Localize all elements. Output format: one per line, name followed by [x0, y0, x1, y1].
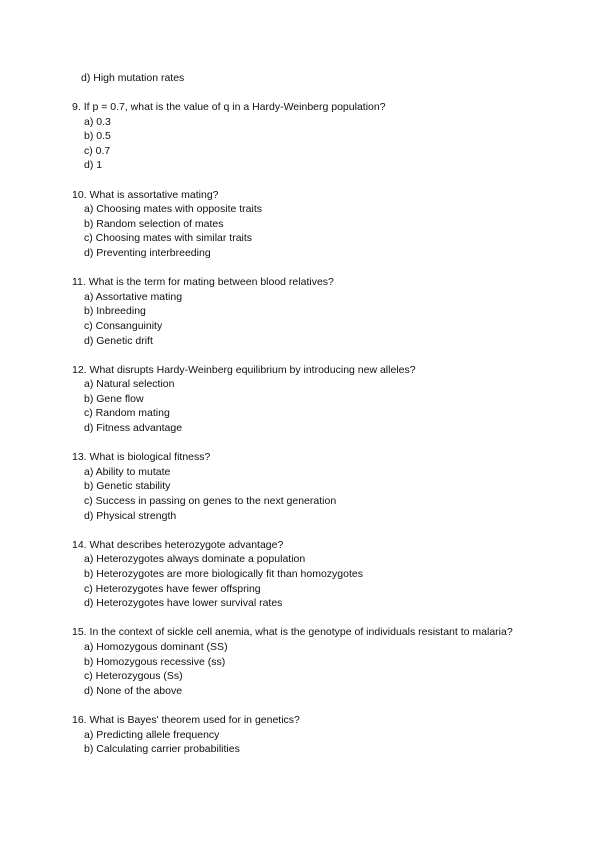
question-16 — [72, 713, 530, 757]
option-b: b) Inbreeding — [84, 305, 146, 318]
question-15 — [72, 625, 530, 698]
question-text — [72, 363, 530, 378]
question-number: 16. — [72, 713, 87, 726]
question-number: 14. — [72, 538, 87, 551]
question-prompt: What is assortative mating? — [89, 188, 219, 201]
question-number: 9. — [72, 101, 81, 113]
question-text — [72, 275, 530, 290]
option-b: b) Heterozygotes are more biologically fit than homozygotes — [84, 568, 363, 580]
option-c: c) Heterozygous (Ss) — [84, 670, 183, 683]
question-11 — [72, 275, 530, 348]
option-a: a) Choosing mates with opposite traits — [84, 203, 263, 216]
question-number: 11. — [72, 276, 86, 289]
option-a: a) Assortative mating — [84, 290, 183, 303]
question-text — [72, 713, 530, 728]
option-a: a) Homozygous dominant (SS) — [84, 640, 228, 653]
question-prompt: In the context of sickle cell anemia, what is the genotype of individuals resistant to malaria? — [89, 626, 513, 639]
question-text — [72, 538, 530, 553]
question-text — [72, 188, 530, 203]
option-a: a) 0.3 — [84, 115, 111, 128]
question-prompt: What describes heterozygote advantage? — [89, 538, 284, 551]
question-list — [72, 100, 530, 771]
option-a: a) Natural selection — [84, 378, 175, 391]
question-prompt: What disrupts Hardy-Weinberg equilibrium by introducing new alleles? — [89, 363, 416, 376]
question-14 — [72, 538, 530, 611]
option-a: a) Heterozygotes always dominate a population — [84, 553, 306, 566]
option-c: c) Success in passing on genes to the next generation — [84, 495, 337, 508]
question-prompt: What is biological fitness? — [89, 451, 211, 464]
option-a: a) Predicting allele frequency — [84, 728, 220, 741]
option-b: b) Gene flow — [84, 392, 144, 405]
question-text — [72, 625, 530, 640]
option-d: d) Preventing interbreeding — [84, 246, 211, 259]
continued-option: d) High mutation rates — [81, 72, 185, 84]
question-text — [72, 450, 530, 465]
question-9 — [72, 100, 530, 173]
option-c: c) Random mating — [84, 407, 170, 420]
question-13 — [72, 450, 530, 523]
question-prompt: If p = 0.7, what is the value of q in a Hardy-Weinberg population? — [83, 101, 386, 113]
option-d: d) 1 — [84, 159, 103, 172]
option-b: b) Genetic stability — [84, 480, 171, 493]
question-text — [72, 100, 530, 115]
option-c: c) Choosing mates with similar traits — [84, 232, 253, 245]
option-b: b) Homozygous recessive (ss) — [84, 655, 226, 668]
question-prompt: What is Bayes' theorem used for in genetics? — [89, 713, 300, 726]
question-number: 13. — [72, 451, 87, 464]
question-number: 15. — [72, 626, 87, 639]
option-d: d) Heterozygotes have lower survival rates — [84, 597, 283, 610]
option-b: b) Random selection of mates — [84, 217, 224, 230]
question-10 — [72, 188, 530, 261]
option-d: d) Physical strength — [84, 509, 177, 522]
option-d: d) None of the above — [84, 684, 183, 697]
question-number: 12. — [72, 363, 87, 376]
question-12 — [72, 363, 530, 436]
option-c: c) 0.7 — [84, 144, 111, 157]
option-d: d) Genetic drift — [84, 334, 153, 347]
option-d: d) Fitness advantage — [84, 422, 183, 435]
option-b: b) 0.5 — [84, 130, 111, 143]
option-a: a) Ability to mutate — [84, 465, 171, 478]
option-b: b) Calculating carrier probabilities — [84, 743, 240, 756]
option-c: c) Heterozygotes have fewer offspring — [84, 582, 261, 595]
question-number: 10. — [72, 188, 87, 201]
question-prompt: What is the term for mating between blood relatives? — [88, 276, 334, 289]
option-c: c) Consanguinity — [84, 319, 163, 332]
